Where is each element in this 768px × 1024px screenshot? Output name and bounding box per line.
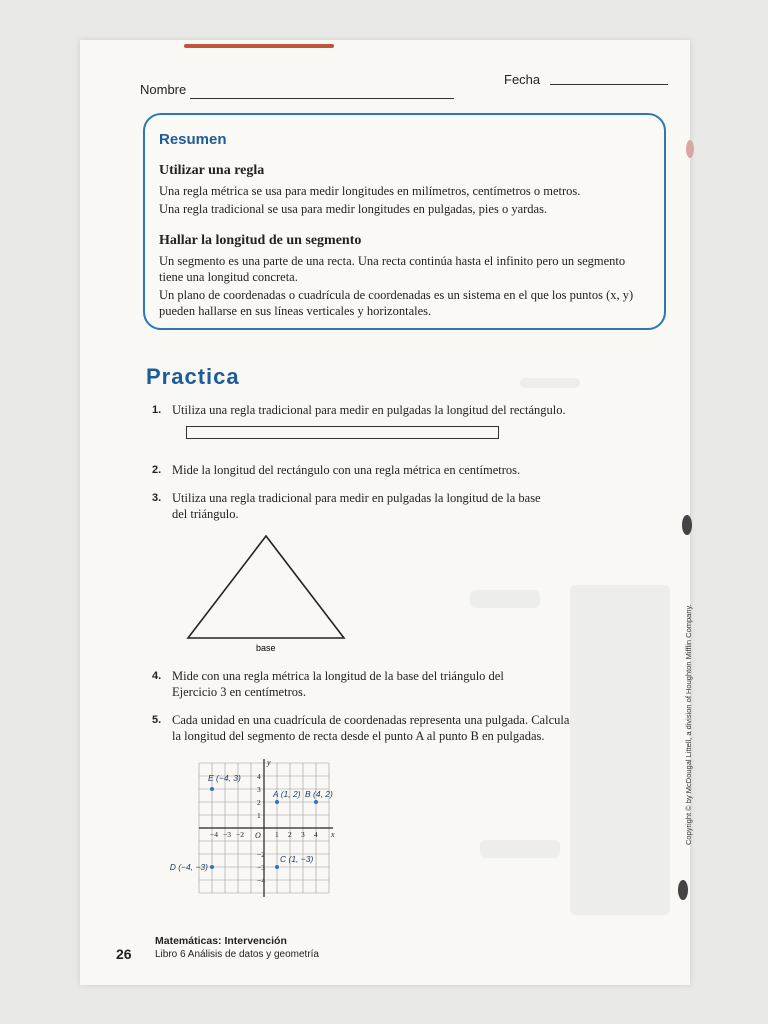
- x-tick-label: −2: [236, 830, 244, 839]
- date-label: Fecha: [504, 72, 541, 87]
- triangle-base-label: base: [256, 643, 276, 653]
- grid-point-label: A (1, 2): [273, 789, 301, 799]
- measure-rectangle: [186, 426, 499, 439]
- grid-points: [170, 773, 333, 872]
- date-field-line[interactable]: [550, 84, 668, 85]
- exercise-3: 3. Utiliza una regla tradicional para medir en pulgadas la longitud de la base del triángulo.: [152, 491, 541, 521]
- summary-text-plane: Un plano de coordenadas o cuadrícula de coordenadas es un sistema en el que los puntos (x, y) pueden hallarse en sus líneas verticales y horizontales.: [159, 288, 634, 318]
- summary-heading-ruler: Utilizar una regla: [159, 163, 265, 178]
- page-top-mark: [184, 44, 334, 48]
- y-tick-label: 4: [257, 772, 261, 781]
- coordinate-grid: [169, 752, 360, 902]
- triangle-figure: [180, 528, 356, 656]
- x-tick-label: 2: [288, 830, 292, 839]
- binder-hole-mark: [682, 515, 692, 535]
- summary-title: Resumen: [159, 131, 227, 148]
- bleed-through: [470, 590, 540, 608]
- summary-text-traditional: Una regla tradicional se usa para medir longitudes en pulgadas, pies o yardas.: [159, 202, 548, 216]
- bleed-through: [480, 840, 560, 858]
- x-tick-label: 3: [301, 830, 305, 839]
- binder-hole-mark: [686, 140, 694, 158]
- book-title: Matemáticas: Intervención: [155, 935, 287, 947]
- x-axis-label: x: [331, 830, 335, 839]
- y-tick-label: 1: [257, 811, 261, 820]
- summary-text-segment: Un segmento es una parte de una recta. Una recta continúa hasta el infinito pero un segmento tiene una longitud concreta.: [159, 254, 626, 284]
- y-axis-label: y: [267, 758, 271, 767]
- name-date-row: [140, 72, 680, 104]
- exercise-4: 4. Mide con una regla métrica la longitud de la base del triángulo del Ejercicio 3 en centímetros.: [152, 669, 504, 699]
- bleed-through: [520, 378, 580, 388]
- bleed-through: [570, 585, 670, 915]
- y-tick-label: 2: [257, 798, 261, 807]
- book-subtitle: Libro 6 Análisis de datos y geometría: [155, 949, 319, 960]
- x-tick-label: 4: [314, 830, 318, 839]
- grid-point: [314, 800, 318, 804]
- copyright-text: Copyright © by McDougal Littell, a division of Houghton Mifflin Company.: [684, 604, 693, 845]
- name-label: Nombre: [140, 82, 187, 97]
- origin-label: O: [255, 831, 261, 840]
- y-tick-label: 3: [257, 785, 261, 794]
- x-tick-label: −4: [210, 830, 218, 839]
- page-number: 26: [116, 946, 132, 962]
- grid-point: [210, 865, 214, 869]
- binder-hole-mark: [678, 880, 688, 900]
- x-tick-label: 1: [275, 830, 279, 839]
- summary-heading-segment: Hallar la longitud de un segmento: [159, 233, 362, 248]
- grid-point: [275, 865, 279, 869]
- exercise-5: 5. Cada unidad en una cuadrícula de coordenadas representa una pulgada. Calcula la longitud del segmento de recta desde el punto A al punto B en pulgadas.: [152, 713, 570, 743]
- grid-point-label: E (−4, 3): [208, 773, 241, 783]
- grid-point-label: B (4, 2): [305, 789, 333, 799]
- grid-point: [275, 800, 279, 804]
- exercise-2: 2. Mide la longitud del rectángulo con una regla métrica en centímetros.: [152, 463, 521, 477]
- practice-title: Practica: [146, 364, 240, 389]
- x-tick-label: −3: [223, 830, 231, 839]
- y-tick-label: −2: [257, 850, 265, 859]
- grid-point-label: D (−4, −3): [169, 862, 208, 872]
- summary-text-metric: Una regla métrica se usa para medir longitudes en milímetros, centímetros o metros.: [159, 184, 581, 198]
- grid-point: [210, 787, 214, 791]
- y-tick-label: −4: [257, 876, 265, 885]
- y-tick-label: −3: [257, 863, 265, 872]
- summary-box: [143, 113, 666, 330]
- grid-point-label: C (1, −3): [280, 854, 314, 864]
- name-field-line[interactable]: [190, 98, 454, 99]
- triangle-shape: [188, 536, 344, 638]
- exercise-1: 1. Utiliza una regla tradicional para medir en pulgadas la longitud del rectángulo.: [152, 403, 566, 417]
